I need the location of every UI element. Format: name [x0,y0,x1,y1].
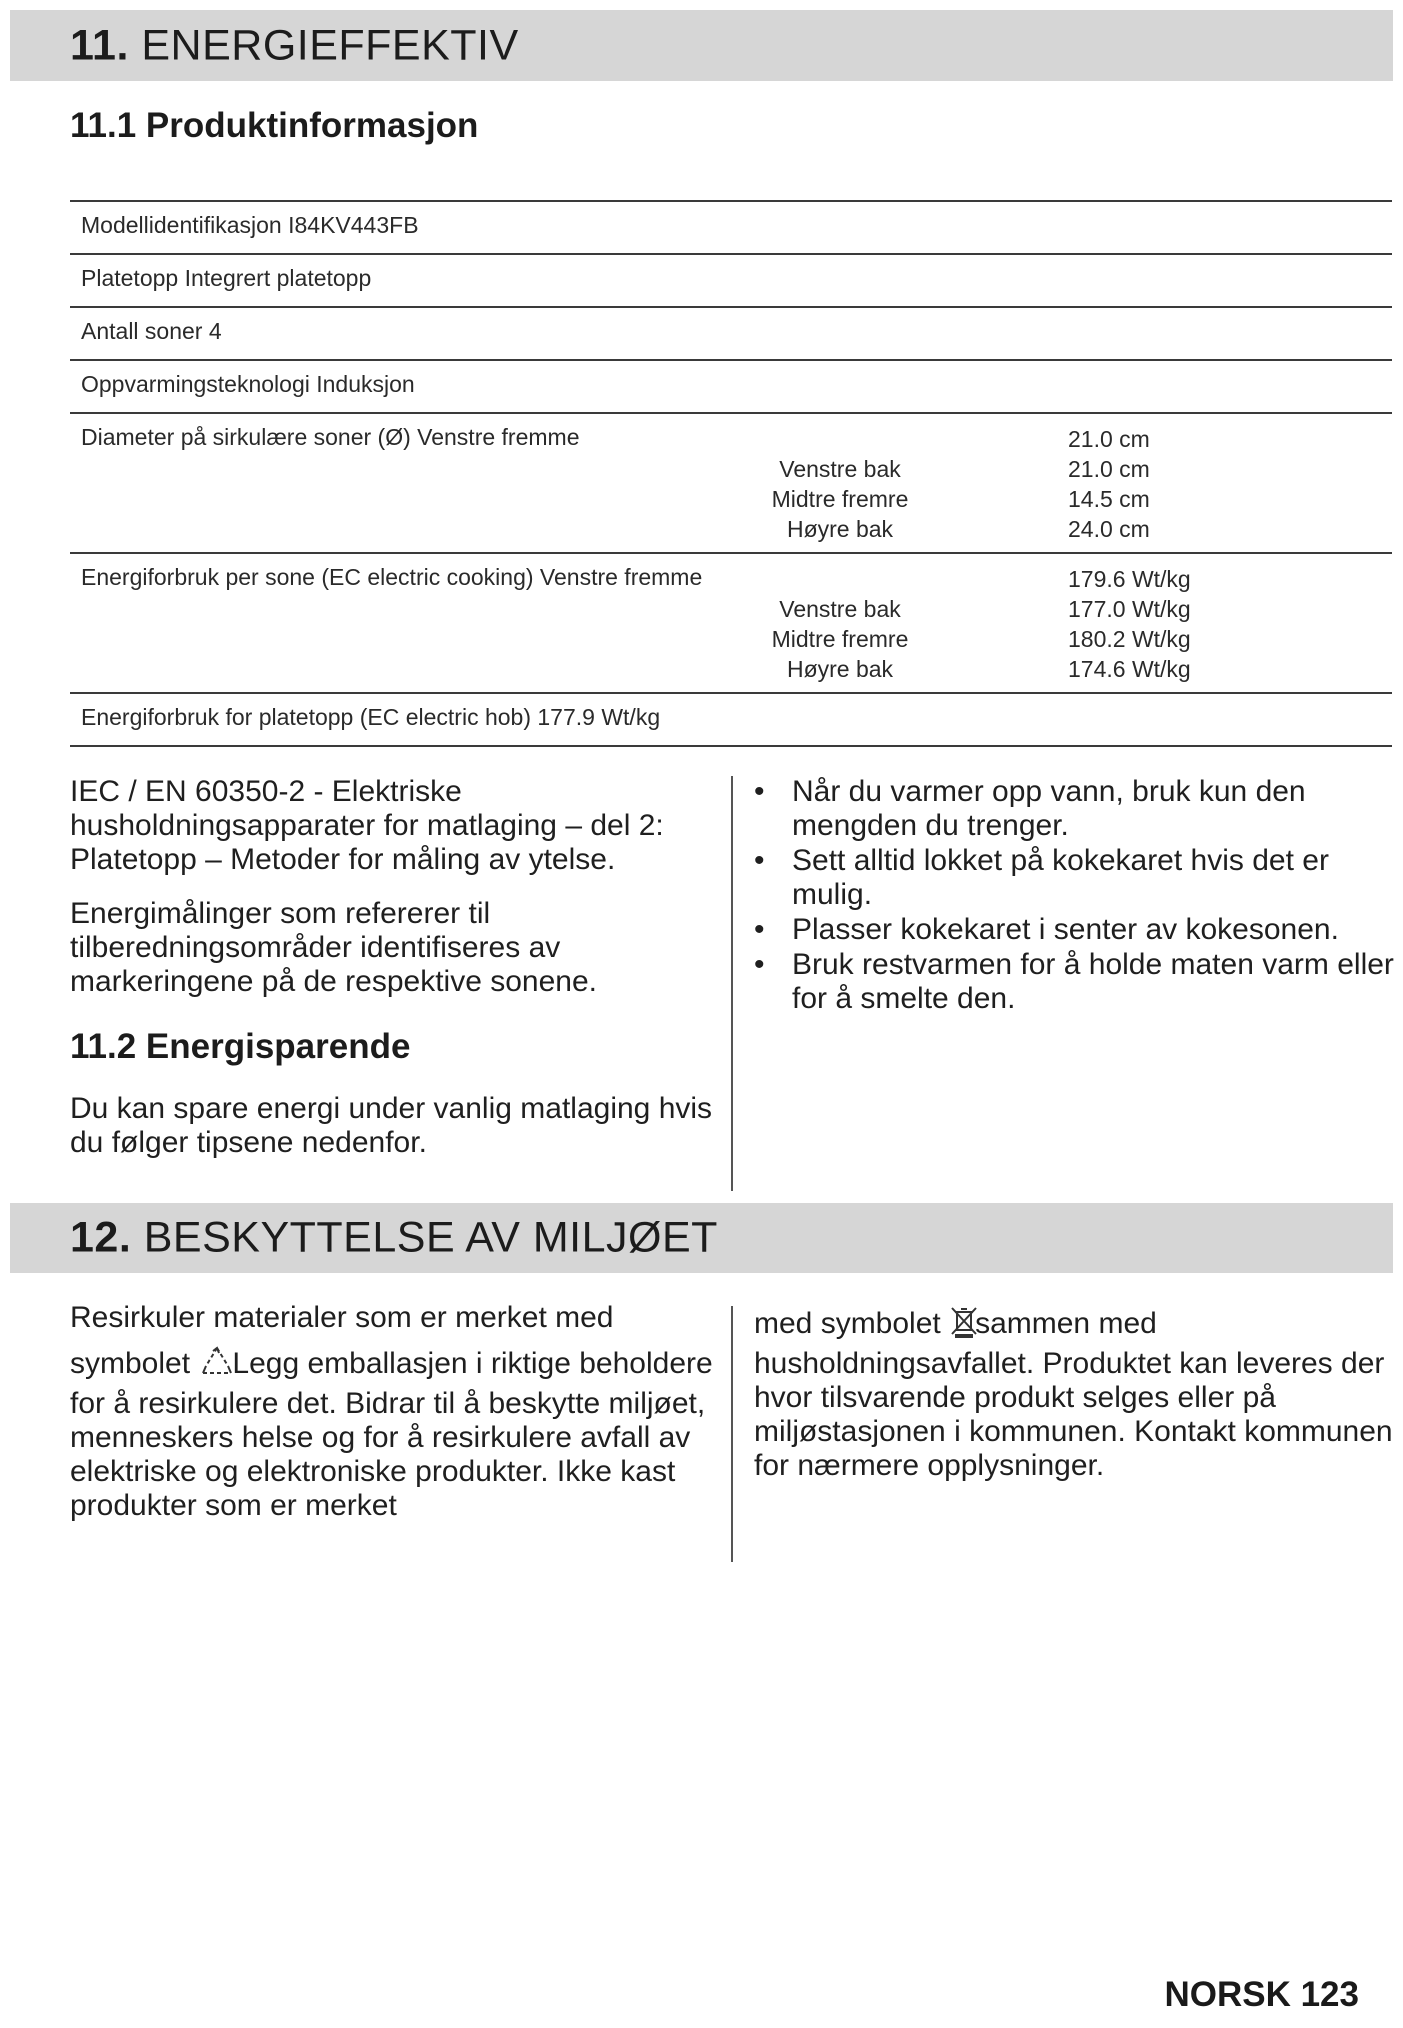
env-line-1: Resirkuler materialer som er merket med [70,1301,614,1334]
environment-left-text [70,1301,730,1523]
zone-label: Venstre bak [779,596,901,622]
zone-value: 24.0 cm [1068,516,1150,542]
bullet: • [754,913,765,946]
energy-saving-intro [70,1092,730,1160]
list-item [754,775,1394,843]
section-12-header [10,1203,1393,1273]
zone-value: 177.0 Wt/kg [1068,596,1191,622]
zone-value: 174.6 Wt/kg [1068,656,1191,682]
product-info-table [70,200,1392,747]
zone-label: Midtre fremre [771,626,909,652]
zone-label: Midtre fremre [771,486,909,512]
zone-value: 21.0 cm [1068,426,1150,452]
table-row [70,552,1392,692]
column-divider [731,776,733,1191]
standard-paragraph: IEC / EN 60350-2 - Elektriske husholdningsapparater for matlaging – del 2: Platetopp – Metoder for måling av ytelse. [70,775,664,876]
zone-label: Venstre bak [779,456,901,482]
row-heating: Oppvarmingsteknologi Induksjon [81,371,415,397]
measurement-paragraph: Energimålinger som refererer til tilberedningsområder identifiseres av markeringene på de respektive sonene. [70,897,597,998]
section-11-title [70,21,519,70]
list-item [754,948,1394,1016]
tip-text: Når du varmer opp vann, bruk kun den mengden du trenger. [792,775,1306,842]
energy-saving-text: Du kan spare energi under vanlig matlaging hvis du følger tipsene nedenfor. [70,1092,713,1159]
zone-label: Høyre bak [786,656,894,682]
section-12-number: 12. [70,1213,132,1262]
list-item [754,913,1394,947]
energy-zone-list [740,594,940,684]
zone-value: 21.0 cm [1068,456,1150,482]
section-11-header [10,10,1393,81]
zone-value: 14.5 cm [1068,486,1150,512]
zone-value: 179.6 Wt/kg [1068,566,1191,592]
section-11-text: ENERGIEFFEKTIV [141,21,519,69]
section-12-title [70,1214,718,1263]
env-right-pre: med symbolet [754,1307,950,1340]
subsection-11-2-title: 11.2 Energisparende [70,1027,411,1066]
row-hob-type: Platetopp Integrert platetopp [81,265,372,291]
energy-value-list [1068,564,1191,684]
row-energy-hob: Energiforbruk for platetopp (EC electric hob) 177.9 Wt/kg [81,704,661,730]
env-right-post: sammen med husholdningsavfallet. Produktet kan leveres der hvor tilsvarende produkt selges eller på miljøstasjonen i kommunen. Kontakt kommunen for nærmere opplysninger. [754,1307,1393,1482]
table-row [70,200,1392,253]
subsection-11-1-title: 11.1 Produktinformasjon [70,106,479,145]
env-paragraph-left [70,1345,730,1523]
environment-right-text [754,1305,1394,1483]
bullet: • [754,775,765,808]
diameter-zone-list [740,454,940,544]
row-energy-zone-label: Energiforbruk per sone (EC electric cooking) Venstre fremme [81,564,703,590]
recycle-icon [198,1345,236,1387]
env-left-post: Legg emballasjen i riktige beholdere for å resirkulere det. Bidrar til å beskytte miljøet, menneskers helse og for å resirkulere avfall av elektriske og elektroniske produkter. Ikke kast produkter som er merket [70,1347,713,1522]
tip-text: Plasser kokekaret i senter av kokesonen. [792,913,1339,946]
zone-value: 180.2 Wt/kg [1068,626,1191,652]
row-zones: Antall soner 4 [81,318,222,344]
page-footer: NORSK 123 [1164,1975,1359,2014]
bullet: • [754,844,765,877]
standard-text-block [70,775,730,999]
zone-label: Høyre bak [786,516,894,542]
tip-text: Bruk restvarmen for å holde maten varm eller for å smelte den. [792,948,1394,1015]
section-12-text: BESKYTTELSE AV MILJØET [143,1213,718,1262]
list-item [754,844,1394,912]
column-divider [731,1306,733,1562]
table-row [70,692,1392,747]
section-11-number: 11. [70,21,129,69]
env-paragraph-right [754,1305,1394,1483]
row-model: Modellidentifikasjon I84KV443FB [81,212,419,238]
bullet: • [754,948,765,981]
energy-tips [754,775,1394,1017]
table-row [70,359,1392,412]
tip-text: Sett alltid lokket på kokekaret hvis det er mulig. [792,844,1329,911]
env-left-pre: symbolet [70,1347,199,1380]
row-diameter-label: Diameter på sirkulære soner (Ø) Venstre fremme [81,424,580,450]
table-row [70,253,1392,306]
table-row [70,412,1392,552]
diameter-value-list [1068,424,1150,544]
table-row [70,306,1392,359]
